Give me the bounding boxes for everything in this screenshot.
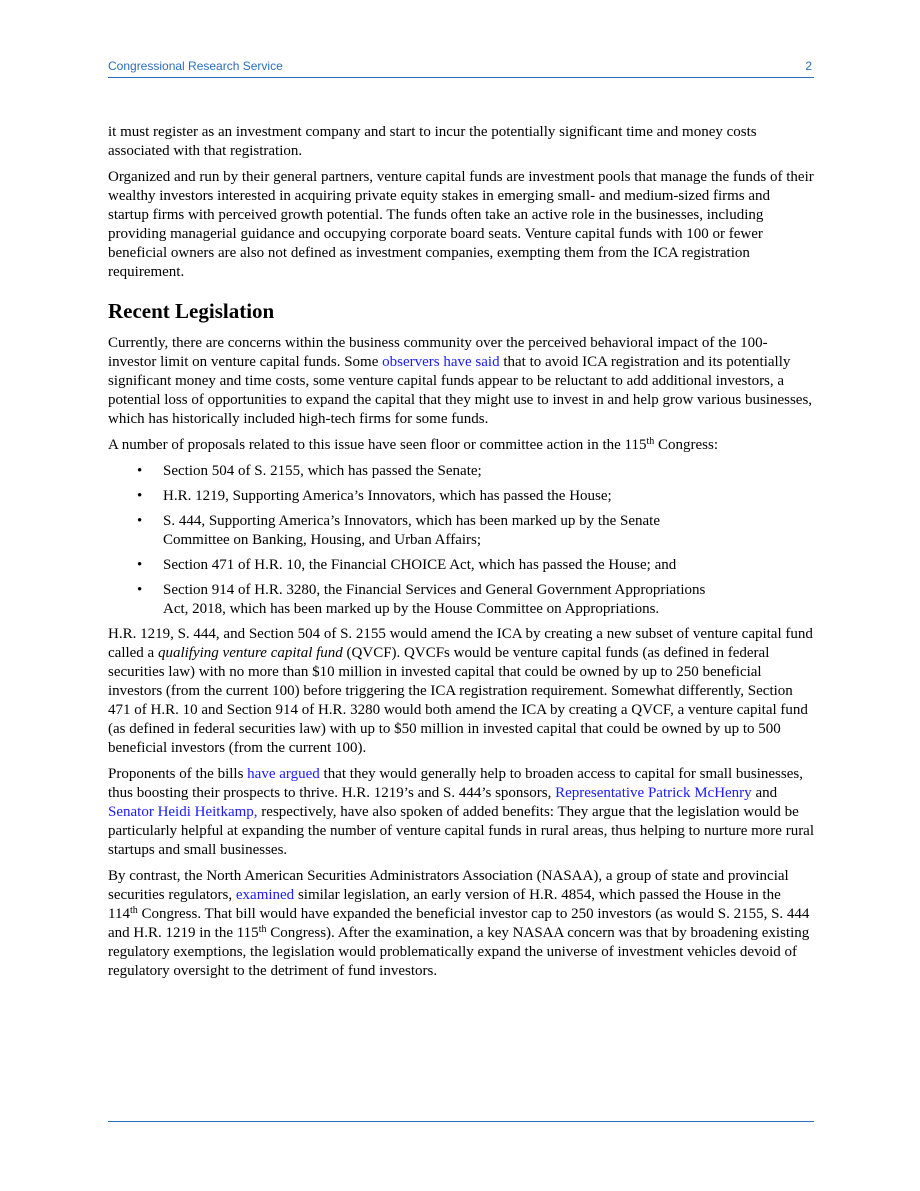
list-item [108, 556, 723, 575]
bullet-icon: • [137, 557, 143, 573]
observers-have-said-link[interactable]: observers have said [382, 354, 500, 370]
paragraph-4-text-b: Congress: [654, 437, 719, 453]
bill-list [108, 462, 814, 619]
paragraph-5-text-a: H.R. 1219, S. 444, and Section 504 of S. 2155 would amend the ICA by creating a new subset of venture capital fund called a [108, 626, 813, 661]
bullet-icon: • [137, 582, 143, 598]
superscript-th: th [258, 924, 267, 935]
paragraph-4-text-a: A number of proposals related to this issue have seen floor or committee action in the 115 [108, 437, 647, 453]
paragraph-6 [108, 765, 814, 860]
list-item-text: S. 444, Supporting America’s Innovators, which has been marked up by the Senate Committee on Banking, Housing, and Urban Affairs; [163, 513, 660, 548]
examined-link[interactable]: examined [235, 887, 295, 903]
document-body [108, 123, 814, 988]
list-item-text: Section 471 of H.R. 10, the Financial CHOICE Act, which has passed the House; and [163, 557, 677, 573]
list-item [108, 581, 723, 619]
list-item-text: H.R. 1219, Supporting America’s Innovators, which has passed the House; [163, 488, 612, 504]
list-item [108, 487, 723, 506]
paragraph-4 [108, 436, 814, 455]
paragraph-5 [108, 625, 814, 758]
paragraph-6-text-b: that they would generally help to broaden access to capital for small businesses, thus boosting their prospects to thrive. H.R. 1219’s and S. 444’s sponsors, [108, 766, 803, 801]
paragraph-7-text-c: Congress. That bill would have expanded the beneficial investor cap to 250 investors (as would S. 2155, S. 444 and H.R. 1219 in the 115 [108, 906, 810, 941]
section-heading: Recent Legislation [108, 299, 275, 323]
paragraph-3-text-b: that to avoid ICA registration and its potentially significant money and time costs, some venture capital funds appear to be reluctant to add additional investors, a potential loss of opportunities to expand the capital that they might use to invest in and help grow various businesses, which has historically included high-tech firms for some funds. [108, 354, 813, 427]
paragraph-3 [108, 334, 814, 429]
representative-mchenry-link[interactable]: Representative Patrick McHenry [555, 785, 752, 801]
superscript-th: th [129, 905, 138, 916]
qvcf-term: qualifying venture capital fund [157, 645, 343, 661]
paragraph-3-text-a: Currently, there are concerns within the business community over the perceived behavioral impact of the 100-investor limit on venture capital funds. Some [108, 335, 768, 370]
paragraph-2: Organized and run by their general partners, venture capital funds are investment pools that manage the funds of their wealthy investors interested in acquiring private equity stakes in emerging small- and medium-sized firms and startup firms with perceived growth potential. The funds often take an active role in the businesses, including providing managerial guidance and occupying corporate board seats. Venture capital funds with 100 or fewer beneficial owners are also not defined as investment companies, exempting them from the ICA registration requirement. [108, 169, 814, 280]
paragraph-7-text-b: similar legislation, an early version of H.R. 4854, which passed the House in the 114 [108, 887, 781, 922]
page-number: 2 [805, 59, 812, 73]
paragraph-6-text-a: Proponents of the bills [108, 766, 248, 782]
footer-divider [108, 1121, 814, 1122]
bullet-icon: • [137, 488, 143, 504]
paragraph-6-text-c: and [751, 785, 778, 801]
paragraph-7-text-a: By contrast, the North American Securities Administrators Association (NASAA), a group of state and provincial securities regulators, [108, 868, 789, 903]
superscript-th: th [646, 436, 655, 447]
header-org-name: Congressional Research Service [108, 59, 283, 73]
list-item [108, 512, 723, 550]
paragraph-1: it must register as an investment company and start to incur the potentially significant time and money costs associated with that registration. [108, 124, 757, 159]
have-argued-link[interactable]: have argued [247, 766, 320, 782]
bullet-icon: • [137, 463, 143, 479]
page-header [108, 57, 814, 78]
paragraph-7-text-d: Congress). After the examination, a key NASAA concern was that by broadening existing regulatory exemptions, the legislation would problematically expand the universe of investment vehicles devoid of regulatory oversight to the detriment of fund investors. [108, 925, 810, 979]
list-item [108, 462, 723, 481]
list-item-text: Section 914 of H.R. 3280, the Financial Services and General Government Appropriations Act, 2018, which has been marked up by the House Committee on Appropriations. [163, 582, 706, 617]
paragraph-6-text-d: respectively, have also spoken of added benefits: They argue that the legislation would be particularly helpful at expanding the number of venture capital funds in rural areas, thus helping to nurture more rural startups and small businesses. [108, 804, 815, 858]
senator-heitkamp-link[interactable]: Senator Heidi Heitkamp, [108, 804, 258, 820]
bullet-icon: • [137, 513, 143, 529]
paragraph-5-text-b: (QVCF). QVCFs would be venture capital funds (as defined in federal securities law) with no more than $10 million in invested capital that could be owned by up to 250 beneficial investors (from the current 100) before triggering the ICA registration requirement. Somewhat differently, Section 471 of H.R. 10 and Section 914 of H.R. 3280 would both amend the ICA by creating a QVCF, a venture capital fund (as defined in federal securities law) with up to $50 million in invested capital that could be owned by up to 500 beneficial investors (from the current 100). [108, 645, 808, 756]
paragraph-7 [108, 867, 814, 981]
list-item-text: Section 504 of S. 2155, which has passed the Senate; [163, 463, 482, 479]
